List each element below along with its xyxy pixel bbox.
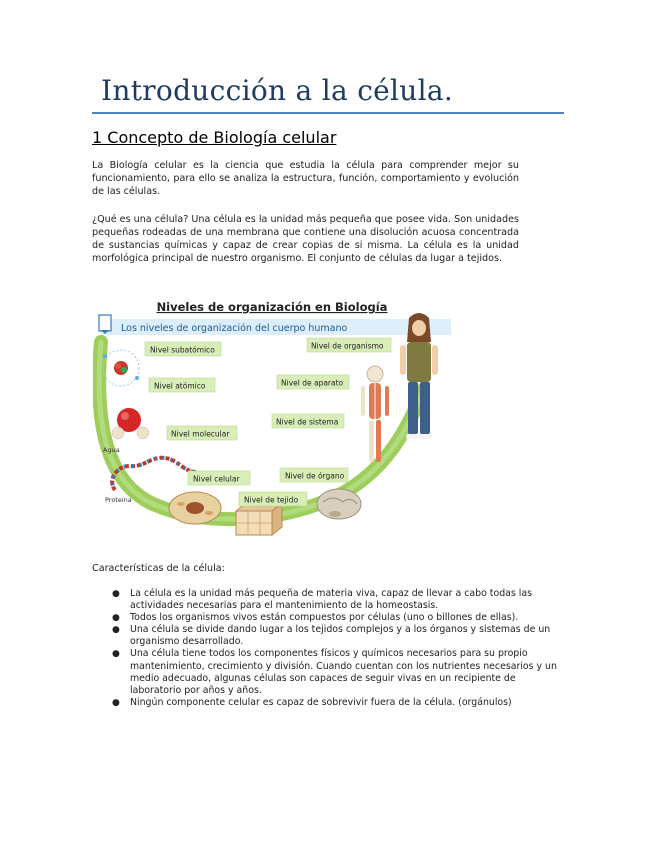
svg-text:Nivel subatómico: Nivel subatómico [150, 345, 215, 355]
svg-text:Nivel atómico: Nivel atómico [154, 381, 206, 391]
list-item: ● La célula es la unidad más pequeña de materia viva, capaz de llevar a cabo todas las actividades necesarias para el mantenimiento de la homeostasis. [112, 588, 533, 612]
figure-banner-text: Los niveles de organización del cuerpo humano [121, 323, 348, 334]
bullet-icon: ● [112, 649, 120, 660]
level-label-sistema [272, 414, 344, 428]
protein-caption: Proteína [105, 496, 132, 504]
svg-text:Nivel de aparato: Nivel de aparato [281, 378, 344, 388]
level-label-organo [280, 468, 348, 482]
level-label-subatomico [145, 342, 221, 356]
level-label-celular [188, 471, 250, 485]
list-item: ● Todos los organismos vivos están compuestos por células (uno o billones de ellas). [112, 612, 519, 624]
characteristics-heading: Características de la célula: [92, 563, 225, 574]
bullet-icon: ● [112, 589, 120, 599]
brain-organ-illustration [317, 489, 361, 519]
water-molecule-illustration [112, 408, 149, 439]
svg-text:Nivel de sistema: Nivel de sistema [276, 417, 339, 427]
page-title: Introducción a la célula. [101, 74, 454, 107]
bullet-icon: ● [112, 613, 120, 624]
svg-text:Nivel molecular: Nivel molecular [171, 429, 230, 439]
level-label-organismo [307, 338, 391, 352]
bullet-icon: ● [112, 697, 120, 708]
cell-illustration [169, 492, 221, 524]
section-heading: 1 Concepto de Biología celular [92, 128, 337, 147]
characteristics-list [104, 588, 559, 709]
level-label-aparato [277, 375, 349, 389]
level-label-atomico [149, 378, 215, 392]
level-label-molecular [167, 426, 237, 440]
level-label-tejido [239, 492, 307, 506]
svg-text:Nivel de organismo: Nivel de organismo [311, 341, 384, 351]
figure-title: Niveles de organización en Biología [156, 300, 388, 314]
organization-levels-figure [93, 290, 451, 548]
tissue-block-illustration [236, 503, 282, 535]
list-item: ● Una célula tiene todos los componentes físicos y químicos necesarios para su propio mantenimiento, crecimiento y división. Cuando cuentan con los nutrientes necesarios y un medio adecuado, algunas células son capaces de seguir vivas en un recipiente de laboratorio por años y años. [112, 648, 557, 696]
bullet-icon: ● [112, 625, 120, 636]
svg-text:Nivel de tejido: Nivel de tejido [244, 495, 299, 505]
svg-text:Nivel celular: Nivel celular [193, 474, 240, 484]
list-item: ● Una célula se divide dando lugar a los tejidos complejos y a los órganos y sistemas de un organismo desarrollado. [112, 624, 551, 648]
cell-definition-paragraph: ¿Qué es una célula? Una célula es la unidad más pequeña que posee vida. Son unidades pequeñas rodeadas de una membrana que contiene una disolución acuosa concentrada de sustancias químicas y capaz de crear copias de si misma. La célula es la unidad morfológica principal de nuestro organismo. El conjunto de células da lugar a tejidos. [92, 214, 519, 264]
title-divider [92, 112, 564, 114]
intro-paragraph: La Biología celular es la ciencia que estudia la célula para comprender mejor su funcionamiento, para ello se analiza la estructura, función, comportamiento y evolución de las células. [92, 160, 519, 197]
list-item: ● Ningún componente celular es capaz de sobrevivir fuera de la célula. (orgánulos) [112, 696, 512, 708]
water-caption: Agua [103, 446, 120, 454]
atom-illustration [103, 350, 139, 386]
document-icon [99, 315, 111, 334]
svg-text:Nivel de órgano: Nivel de órgano [285, 471, 345, 481]
